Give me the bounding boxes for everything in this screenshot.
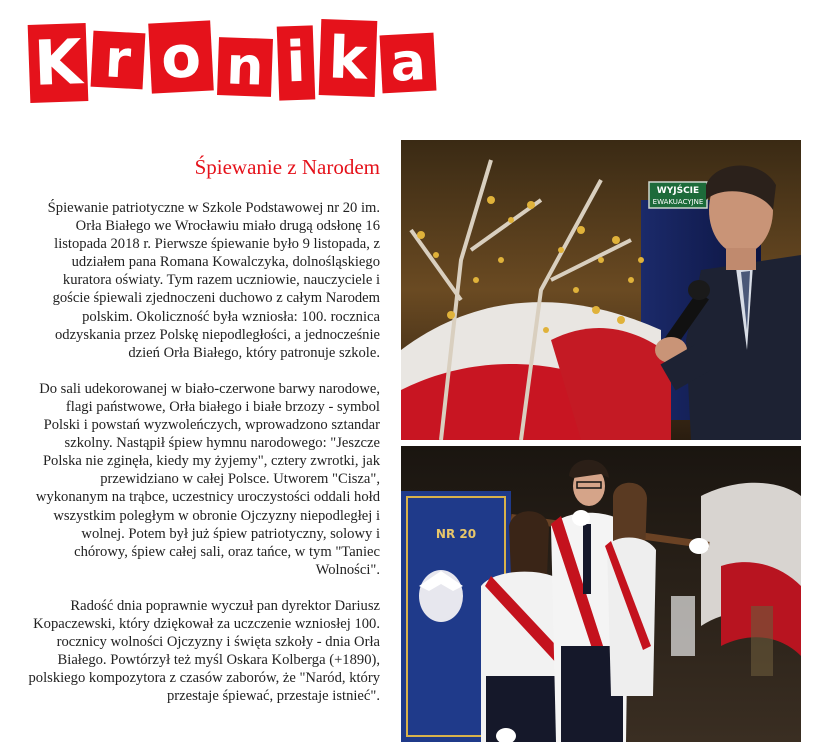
logo-letter-n: n: [217, 37, 273, 97]
logo-letter-r: r: [91, 31, 146, 90]
article-body: [28, 199, 380, 723]
logo-letter-k: K: [28, 23, 89, 103]
exit-sign-line1: WYJŚCIE: [656, 186, 700, 196]
logo-letter-a: a: [380, 33, 437, 94]
photo-students-banner[interactable]: [401, 446, 801, 742]
article-paragraph-2: Do sali udekorowanej w biało-czerwone barwy narodowe, flagi państwowe, Orła białego i białe brzozy - symbol Polski i powstań wyzwoleńczych, wprowadzono sztandar szkolny. Nastąpił śpiew hymnu narodowego: "Jeszcze Polska nie zginęła, kiedy my żyjemy", cztery zwrotki, jak przewidziano w całej Polsce. Utworem "Cisza", wykonanym na trąbce, uczestnicy uroczystości oddali hołd wszystkim poległym w obronie Ojczyzny niepodległej i wolnej. Potem był już śpiew patriotyczny, solowy i chórowy, śpiew całej sali, oraz tańce, w tym "Taniec Wolności".: [35, 380, 380, 578]
photo-speaker-image: [401, 140, 801, 440]
logo-letter-i: i: [277, 25, 316, 100]
article-title: Śpiewanie z Narodem: [194, 155, 380, 179]
logo-letter-k2: k: [319, 19, 378, 97]
article-paragraph-1: Śpiewanie patriotyczne w Szkole Podstawowej nr 20 im. Orła Białego we Wrocławiu miało drugą odsłonę 16 listopada 2018 r. Pierwsze śpiewanie było 9 listopada, z udziałem pana Romana Kowalczyka, dolnośląskiego kuratora oświaty. Tym razem uczniowie, nauczyciele i goście śpiewali zjednoczeni duchowo z całym Narodem polskim. Okoliczność była wzniosła: 100. rocznica odzyskania przez Polskę niepodległości, a jednocześnie dzień Orła Białego, który patronuje szkole.: [47, 200, 380, 361]
photo-speaker[interactable]: [401, 140, 801, 440]
kronika-logo[interactable]: [29, 14, 439, 104]
article-paragraph-3: Radość dnia poprawnie wyczuł pan dyrektor Dariusz Kopaczewski, który dziękował za uczczenie wzniosłej 100. rocznicy wolności Ojczyzny i święta szkoły - dnia Orła Białego. Powtórzył też myśl Oskara Kolberga (+1890), polskiego kompozytora z czasów zaborów, że "Naród, który przestaje śpiewać, przestaje istnieć".: [28, 597, 380, 705]
photo-students-image: [401, 446, 801, 742]
logo-letter-o: o: [148, 20, 214, 93]
banner-text: NR 20: [435, 527, 477, 541]
exit-sign-line2: EWAKUACYJNE: [652, 198, 704, 206]
